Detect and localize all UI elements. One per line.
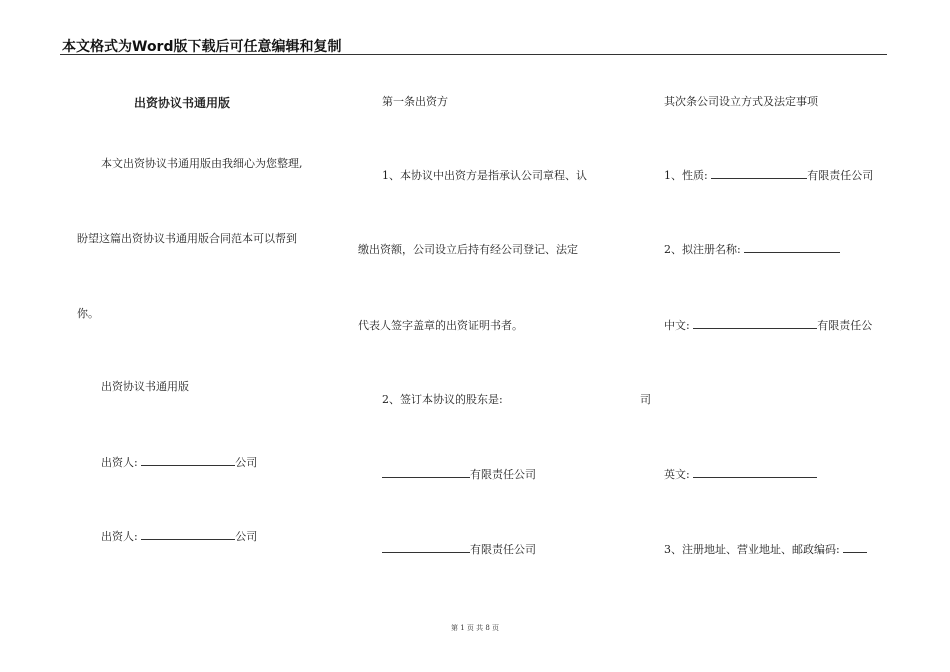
clause-1-line-3: 代表人签字盖章的出资证明书者。 bbox=[358, 319, 523, 332]
intro-line-2: 盼望这篇出资协议书通用版合同范本可以帮到 bbox=[77, 232, 297, 245]
address-label: 3、注册地址、营业地址、邮政编码: bbox=[664, 543, 840, 556]
address-blank bbox=[843, 541, 867, 553]
intro-line-1: 本文出资协议书通用版由我细心为您整理, bbox=[101, 157, 303, 170]
page-number: 第 1 页 共 8 页 bbox=[450, 624, 500, 632]
article-2-heading: 其次条公司设立方式及法定事项 bbox=[664, 95, 818, 108]
clause-1-line-2: 缴出资额，公司设立后持有经公司登记、法定 bbox=[358, 243, 578, 256]
english-name-blank bbox=[693, 466, 817, 478]
clause-2-line-1: 2、签订本协议的股东是: bbox=[382, 393, 503, 406]
investor-1-label: 出资人: bbox=[101, 456, 138, 469]
investor-2-blank bbox=[141, 528, 235, 540]
investor-1-line bbox=[101, 454, 257, 470]
section-subtitle: 出资协议书通用版 bbox=[101, 380, 189, 393]
proposed-name-label: 2、拟注册名称: bbox=[664, 243, 741, 256]
chinese-name-label: 中文: bbox=[664, 319, 690, 332]
english-name-line bbox=[664, 466, 817, 482]
chinese-name-suffix: 有限责任公 bbox=[817, 319, 873, 332]
clause-1-line-1: 1、本协议中出资方是指承认公司章程、认 bbox=[382, 169, 587, 182]
shareholder-1-company: 有限责任公司 bbox=[470, 468, 536, 481]
intro-line-3: 你。 bbox=[77, 307, 99, 320]
shareholder-1-blank bbox=[382, 466, 470, 478]
proposed-name-line bbox=[664, 241, 840, 257]
nature-label: 1、性质: bbox=[664, 169, 708, 182]
shareholder-2-line bbox=[382, 541, 536, 557]
article-1-heading: 第一条出资方 bbox=[382, 95, 448, 108]
page-header-title: 本文格式为Word版下载后可任意编辑和复制 bbox=[62, 39, 342, 55]
chinese-name-wrap: 司 bbox=[640, 393, 651, 406]
nature-line bbox=[664, 167, 873, 183]
investor-1-suffix: 公司 bbox=[235, 456, 258, 469]
proposed-name-blank bbox=[744, 241, 840, 253]
nature-suffix: 有限责任公司 bbox=[807, 169, 874, 182]
investor-2-suffix: 公司 bbox=[235, 530, 258, 543]
investor-2-line bbox=[101, 528, 257, 544]
document-title: 出资协议书通用版 bbox=[134, 96, 231, 110]
shareholder-1-line bbox=[382, 466, 536, 482]
shareholder-2-blank bbox=[382, 541, 470, 553]
nature-blank bbox=[711, 167, 807, 179]
english-name-label: 英文: bbox=[664, 468, 690, 481]
address-line bbox=[664, 541, 867, 557]
chinese-name-line bbox=[664, 317, 872, 333]
investor-1-blank bbox=[141, 454, 235, 466]
chinese-name-blank bbox=[693, 317, 817, 329]
investor-2-label: 出资人: bbox=[101, 530, 138, 543]
shareholder-2-company: 有限责任公司 bbox=[470, 543, 536, 556]
header-divider bbox=[60, 54, 887, 55]
